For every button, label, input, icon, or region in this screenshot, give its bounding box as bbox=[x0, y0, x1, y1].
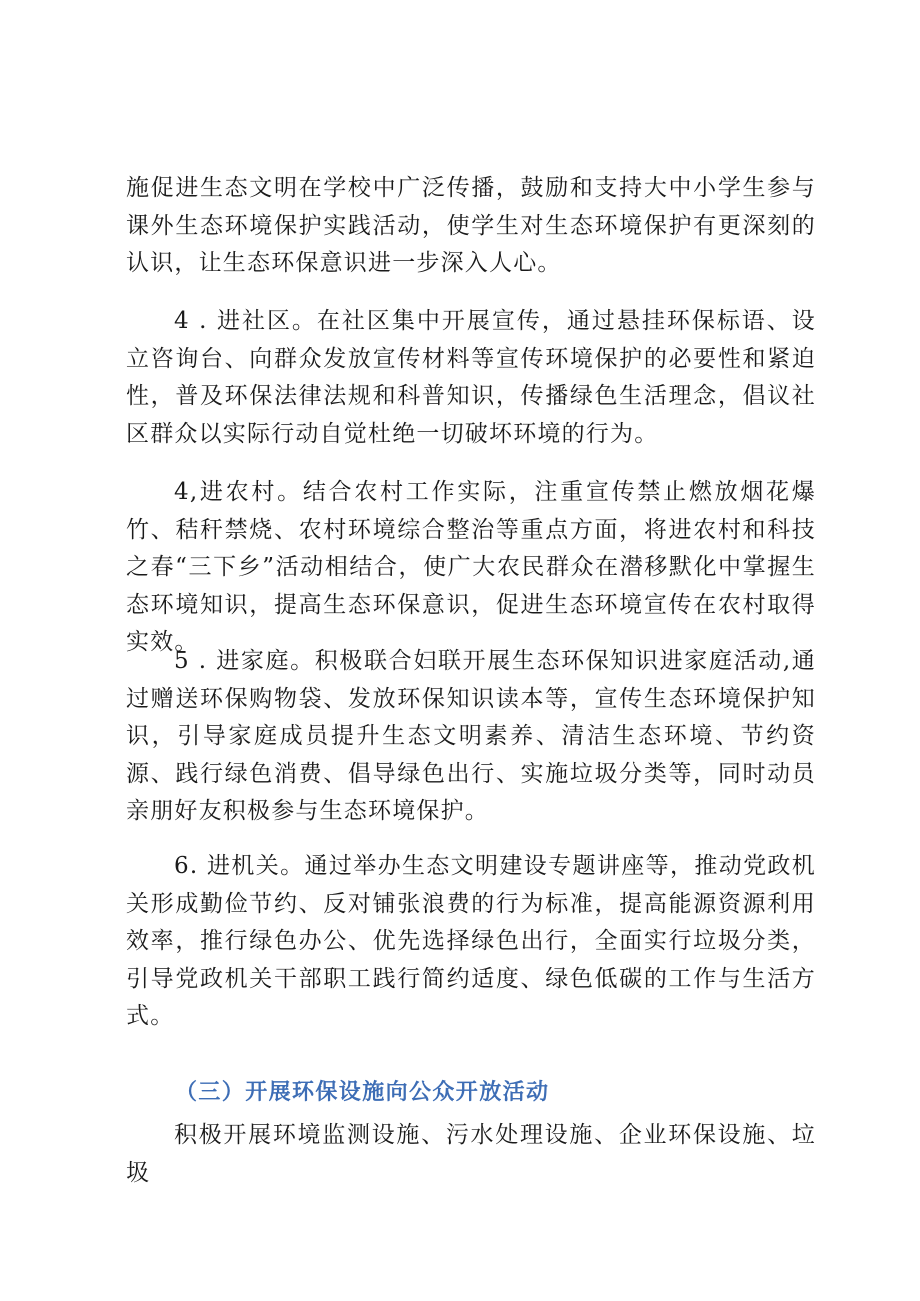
paragraph-facility-opening: 积极开展环境监测设施、污水处理设施、企业环保设施、垃圾 bbox=[126, 1122, 816, 1186]
paragraph-countryside: 4,进农村。结合农村工作实际，注重宣传禁止燃放烟花爆竹、秸秆禁烧、农村环境综合整治等重点方面，将进农村和科技之春“三下乡”活动相结合，使广大农民群众在潜移默化中掌握生态环境知识，提高生态环保意识，促进生态环境宣传在农村取得实效。 bbox=[126, 479, 816, 655]
paragraph-school-continuation: 施促进生态文明在学校中广泛传播，鼓励和支持大中小学生参与课外生态环境保护实践活动，使学生对生态环境保护有更深刻的认识，让生态环保意识进一步深入人心。 bbox=[126, 175, 816, 276]
paragraph-government-agencies: 6. 进机关。通过举办生态文明建设专题讲座等，推动党政机关形成勤俭节约、反对铺张浪费的行为标准，提高能源资源利用效率，推行绿色办公、优先选择绿色出行，全面实行垃圾分类，引导党政机关干部职工践行简约适度、绿色低碳的工作与生活方式。 bbox=[126, 853, 816, 1029]
section-heading: （三）开展环保设施向公众开放活动 bbox=[175, 1079, 550, 1105]
paragraph-community: 4 . 进社区。在社区集中开展宣传，通过悬挂环保标语、设立咨询台、向群众发放宣传材料等宣传环境保护的必要性和紧迫性，普及环保法律法规和科普知识，传播绿色生活理念，倡议社区群众以实际行动自觉杜绝一切破坏环境的行为。 bbox=[126, 308, 816, 447]
paragraph-family: 5 . 进家庭。积极联合妇联开展生态环保知识进家庭活动,通过赠送环保购物袋、发放环保知识读本等，宣传生态环境保护知识，引导家庭成员提升生态文明素养、清洁生态环境、节约资源、践行绿色消费、倡导绿色出行、实施垃圾分类等，同时动员亲朋好友积极参与生态环境保护。 bbox=[126, 648, 816, 824]
